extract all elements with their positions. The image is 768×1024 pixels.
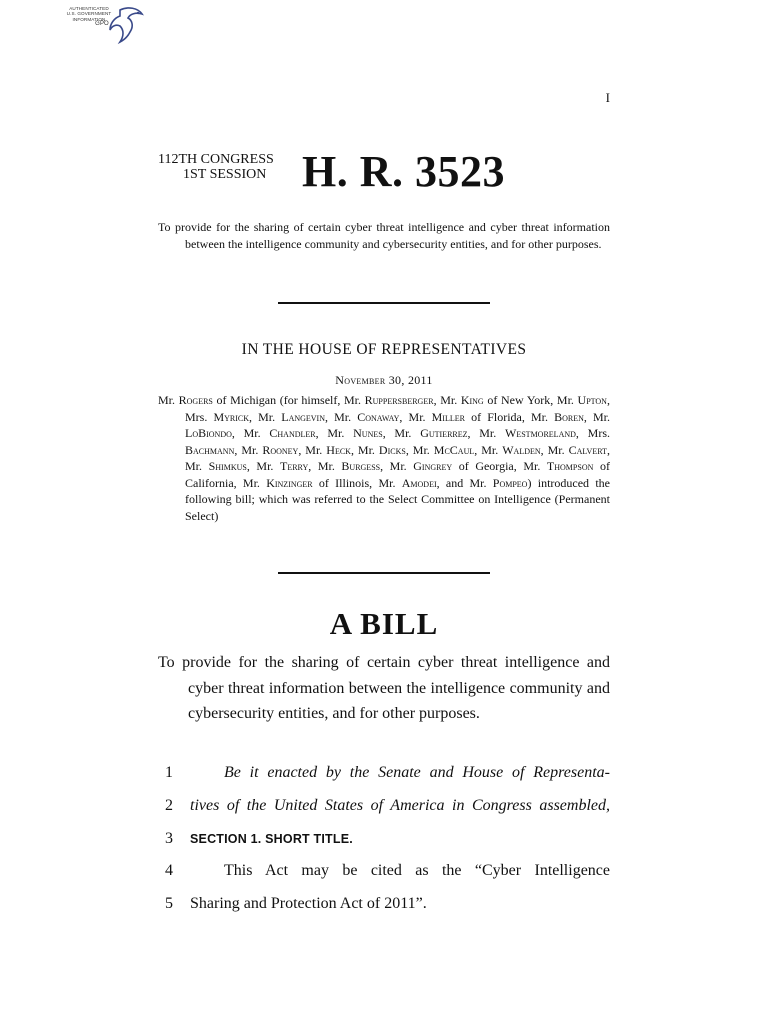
- sponsor-name: Upton: [577, 393, 607, 407]
- line-number: 1: [165, 764, 173, 781]
- sponsor-text: , Mrs.: [185, 393, 610, 424]
- sponsor-text: , Mr.: [474, 442, 503, 457]
- sponsor-text: of California, Mr.: [185, 459, 610, 490]
- sponsor-name: McCaul: [433, 442, 475, 457]
- sponsor-text: , Mr.: [380, 459, 414, 473]
- sponsor-name: Kinzinger: [266, 475, 313, 490]
- sponsor-text: of Michigan (for himself, Mr.: [212, 393, 365, 407]
- section-heading: SECTION 1. SHORT TITLE.: [190, 832, 353, 846]
- introduction-date: November 30, 2011: [335, 373, 433, 387]
- gpo-authentication-seal: [58, 6, 148, 46]
- sponsor-text: , Mr.: [231, 426, 270, 440]
- sponsor-text: , Mr.: [399, 409, 432, 424]
- sponsor-name: Rooney: [262, 442, 299, 457]
- sponsor-text: of Florida, Mr.: [464, 409, 555, 424]
- short-description: To provide for the sharing of certain cyber threat intelligence and cyber threat information between the intelligence community and cybersecurity entities, and for other purposes.: [158, 220, 610, 251]
- sponsor-name: Heck: [326, 442, 351, 457]
- sponsor-text: , and Mr.: [436, 475, 493, 490]
- sponsor-text: of Illinois, Mr.: [312, 475, 402, 490]
- line-number: 3: [165, 830, 173, 847]
- sponsor-name: Myrick: [213, 409, 250, 424]
- sponsor-name: Rogers: [178, 393, 213, 407]
- sponsor-text: , Mr.: [249, 409, 282, 424]
- sponsor-text: Mr.: [158, 393, 179, 407]
- seal-line-1: AUTHENTICATED: [69, 6, 109, 11]
- sponsor-name: Calvert: [568, 442, 607, 457]
- sponsor-name: Thompson: [546, 459, 594, 473]
- sponsor-name: Dicks: [378, 442, 406, 457]
- session-label: 1ST SESSION: [183, 167, 267, 182]
- page-number: I: [605, 90, 610, 105]
- sponsor-text: , Mr.: [298, 442, 327, 457]
- sponsor-text: , Mr.: [382, 426, 421, 440]
- house-heading: IN THE HOUSE OF REPRESENTATIVES: [241, 341, 527, 358]
- sponsor-name: LoBiondo: [185, 426, 232, 440]
- sponsor-name: Westmoreland: [505, 426, 576, 440]
- sponsor-text: , Mr.: [246, 459, 280, 473]
- line-number: 2: [165, 797, 173, 814]
- sponsor-name: Boren: [554, 409, 584, 424]
- sponsor-text: , Mr.: [540, 442, 569, 457]
- bill-number: H. R. 3523: [302, 147, 505, 196]
- sponsor-text: , Mr.: [405, 442, 434, 457]
- sponsor-name: Shimkus: [208, 459, 247, 473]
- sponsor-name: Terry: [280, 459, 309, 473]
- sponsor-name: Bachmann: [185, 442, 235, 457]
- sponsor-name: Pompeo: [492, 475, 528, 490]
- seal-line-3: INFORMATION: [72, 16, 106, 22]
- sponsor-name: Langevin: [281, 409, 326, 424]
- congress-label: 112TH CONGRESS: [158, 152, 274, 167]
- section-text-line-1: This Act may be cited as the “Cyber Intelligence: [224, 862, 610, 879]
- sponsor-text: , Mr.: [308, 459, 342, 473]
- sponsor-text: , Mr.: [350, 442, 379, 457]
- sponsor-name: Amodei: [401, 475, 437, 490]
- divider-rule: [278, 302, 490, 304]
- sponsor-text: of Georgia, Mr.: [452, 459, 547, 473]
- sponsor-name: Chandler: [269, 426, 316, 440]
- seal-badge: GPO: [95, 21, 109, 28]
- line-number: 5: [165, 895, 173, 912]
- sponsor-text: , Mr.: [433, 393, 461, 407]
- enacting-clause-line-2: tives of the United States of America in Congress assembled,: [190, 797, 610, 814]
- enacting-clause-line-1: Be it enacted by the Senate and House of Representa-: [224, 764, 610, 781]
- sponsor-text: , Mrs.: [575, 426, 610, 440]
- sponsor-text: , Mr.: [467, 426, 506, 440]
- sponsor-name: King: [460, 393, 484, 407]
- sponsor-text: , Mr.: [583, 409, 610, 424]
- sponsor-name: Conaway: [357, 409, 400, 424]
- sponsor-name: Walden: [502, 442, 541, 457]
- section-text-line-2: Sharing and Protection Act of 2011”.: [190, 895, 427, 912]
- sponsor-name: Miller: [431, 409, 465, 424]
- sponsor-text: , Mr.: [234, 442, 263, 457]
- sponsor-name: Gingrey: [413, 459, 453, 473]
- sponsor-text: , Mr.: [185, 442, 610, 473]
- sponsor-name: Gutierrez: [420, 426, 468, 440]
- eagle-icon: [58, 6, 148, 46]
- sponsor-name: Nunes: [353, 426, 383, 440]
- sponsor-text: , Mr.: [325, 409, 358, 424]
- sponsor-text: of New York, Mr.: [483, 393, 578, 407]
- sponsor-name: Ruppersberger: [364, 393, 434, 407]
- long-title: To provide for the sharing of certain cyber threat intelligence and cyber threat information between the intelligence community and cybersecurity entities, and for other purposes.: [158, 654, 610, 722]
- seal-line-2: U.S. GOVERNMENT: [66, 11, 112, 17]
- sponsor-name: Burgess: [341, 459, 381, 473]
- divider-rule: [278, 572, 490, 574]
- sponsors-paragraph: [158, 392, 610, 524]
- sponsor-text: ) introduced the following bill; which was referred to the Select Committee on Intelligence (Permanent Select): [185, 475, 610, 523]
- line-number: 4: [165, 862, 173, 879]
- a-bill-heading: A BILL: [329, 606, 439, 641]
- sponsor-text: , Mr.: [315, 426, 354, 440]
- congress-session-block: [158, 152, 274, 182]
